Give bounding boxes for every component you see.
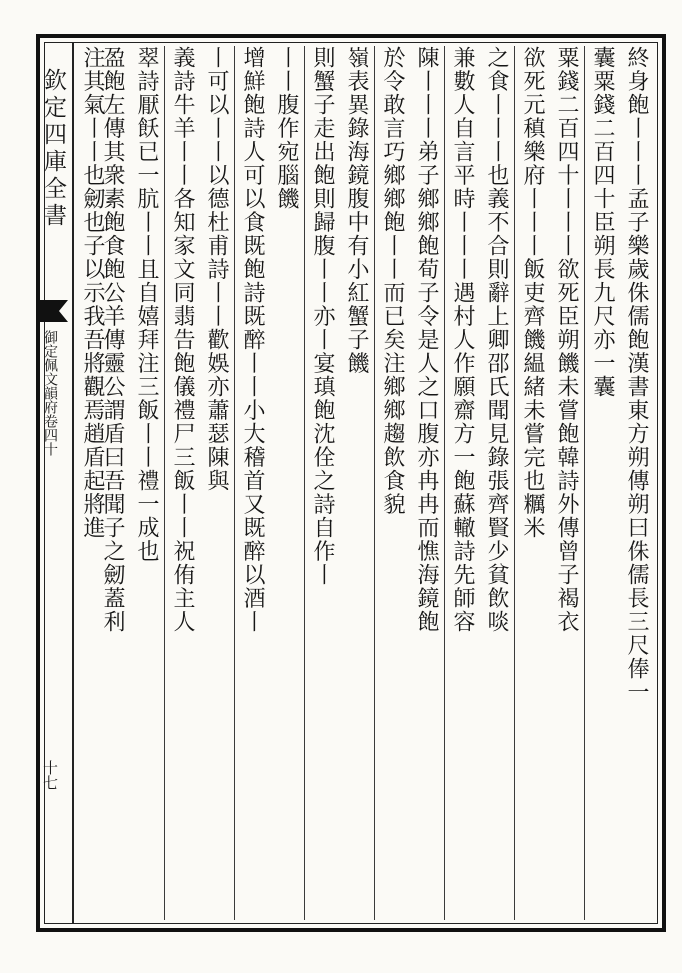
- volume-text: 卷四十: [42, 414, 58, 456]
- text-column: 丨丨腹作宛腦饑: [274, 46, 299, 211]
- text-column: 注其氣丨丨也劒也子以示我吾將觀焉趙盾起將進: [80, 46, 105, 540]
- text-column: 陳丨丨丨弟子鄉鄉飽荀子令是人之口腹亦冉冉而憔海鏡飽: [414, 46, 439, 634]
- column-rule: [584, 46, 585, 920]
- text-column: 囊粟錢二百四十臣朔長九尺亦一囊: [590, 46, 615, 399]
- column-rule: [234, 46, 235, 920]
- text-column: 增鮮飽詩人可以食既飽詩既醉丨丨小大稽首又既醉以酒丨: [240, 46, 265, 634]
- text-column: 粟錢二百四十丨丨丨欲死臣朔饑未嘗飽韓詩外傳曾子褐衣: [554, 46, 579, 634]
- text-column: 終身飽丨丨丨孟子樂歲侏儒飽漢書東方朔傳朔曰侏儒長三尺俸一: [624, 46, 649, 704]
- column-rule: [444, 46, 445, 920]
- text-column: 翠詩厭飫已一肮丨丨且自嬉拜注三飯丨丨禮一成也: [134, 46, 159, 563]
- text-column: 兼數人自言平時丨丨丨遇村人作願齋方一飽蘇轍詩先師容: [450, 46, 475, 634]
- text-column: 丨可以丨丨以德杜甫詩丨丨歡娛亦蕭瑟陳與: [204, 46, 229, 493]
- text-column: 義詩牛羊丨丨各知家文同翡告飽儀禮尸三飯丨丨祝侑主人: [170, 46, 195, 634]
- column-rule: [164, 46, 165, 920]
- text-column: 於令敢言巧鄉鄉飽丨丨而已矣注鄉鄉趨飲食貌: [380, 46, 405, 516]
- text-column: 之食丨丨丨也義不合則辭上卿邵氏聞見錄張齊賢少貧飲啖: [484, 46, 509, 634]
- book-title: 欽定四庫全書: [40, 68, 66, 230]
- text-column: 則蟹子走出飽則歸腹丨丨亦丨宴瑱飽沈佺之詩自作丨: [310, 46, 335, 587]
- text-body: [76, 46, 654, 920]
- margin-divider: [72, 42, 74, 924]
- column-rule: [514, 46, 515, 920]
- column-rule: [304, 46, 305, 920]
- text-column: 嶺表異錄海鏡腹中有小紅蟹子饑: [344, 46, 369, 375]
- book-subtitle: [40, 330, 60, 456]
- subtitle-text: 御定佩文韻府: [42, 330, 58, 414]
- text-column: 盈飽左傳其衆素飽食飽公羊傳靈公謂盾曰吾聞子之劒蓋利: [100, 46, 125, 634]
- text-column: 欲死元稹樂府丨丨丨飯吏齊饑緼緒未嘗完也糲米: [520, 46, 545, 540]
- page-number: 十七: [41, 760, 59, 790]
- column-rule: [374, 46, 375, 920]
